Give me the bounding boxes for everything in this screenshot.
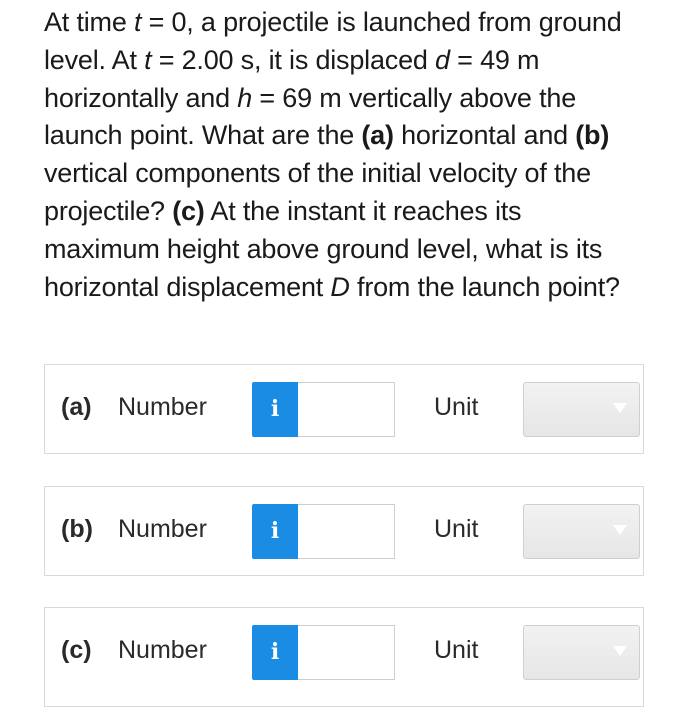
question-line-6: projectile? (c) At the instant it reaches its <box>44 195 522 226</box>
part-label: (b) <box>61 515 93 543</box>
unit-label: Unit <box>434 515 479 543</box>
answer-row-b <box>44 486 644 576</box>
question-line-8: horizontal displacement D from the launch point? <box>44 271 620 302</box>
number-label: Number <box>118 636 207 664</box>
chevron-down-icon <box>613 525 627 535</box>
number-label: Number <box>118 515 207 543</box>
question-line-1: At time t = 0, a projectile is launched from ground <box>44 7 622 37</box>
info-icon[interactable]: i <box>252 382 298 437</box>
question-line-5: vertical components of the initial velocity of the <box>44 158 591 189</box>
unit-label: Unit <box>434 393 479 421</box>
part-label: (a) <box>61 393 92 421</box>
unit-label: Unit <box>434 636 479 664</box>
info-icon[interactable]: i <box>252 504 298 559</box>
answer-row-a <box>44 364 644 454</box>
question-line-2: level. At t = 2.00 s, it is displaced d = 49 m <box>44 44 540 75</box>
question-line-3: horizontally and h = 69 m vertically above the <box>44 82 577 113</box>
number-input[interactable] <box>298 382 395 437</box>
unit-dropdown[interactable] <box>523 504 640 559</box>
question-line-7: maximum height above ground level, what is its <box>44 233 603 264</box>
question-line-4: launch point. What are the (a) horizontal and (b) <box>44 120 610 151</box>
chevron-down-icon <box>613 403 627 413</box>
info-icon[interactable]: i <box>252 625 298 680</box>
number-input[interactable] <box>298 504 395 559</box>
unit-dropdown[interactable] <box>523 625 640 680</box>
number-label: Number <box>118 393 207 421</box>
answer-row-c <box>44 607 644 707</box>
number-input[interactable] <box>298 625 395 680</box>
chevron-down-icon <box>613 646 627 656</box>
part-label: (c) <box>61 636 92 664</box>
question-text <box>44 4 664 306</box>
unit-dropdown[interactable] <box>523 382 640 437</box>
